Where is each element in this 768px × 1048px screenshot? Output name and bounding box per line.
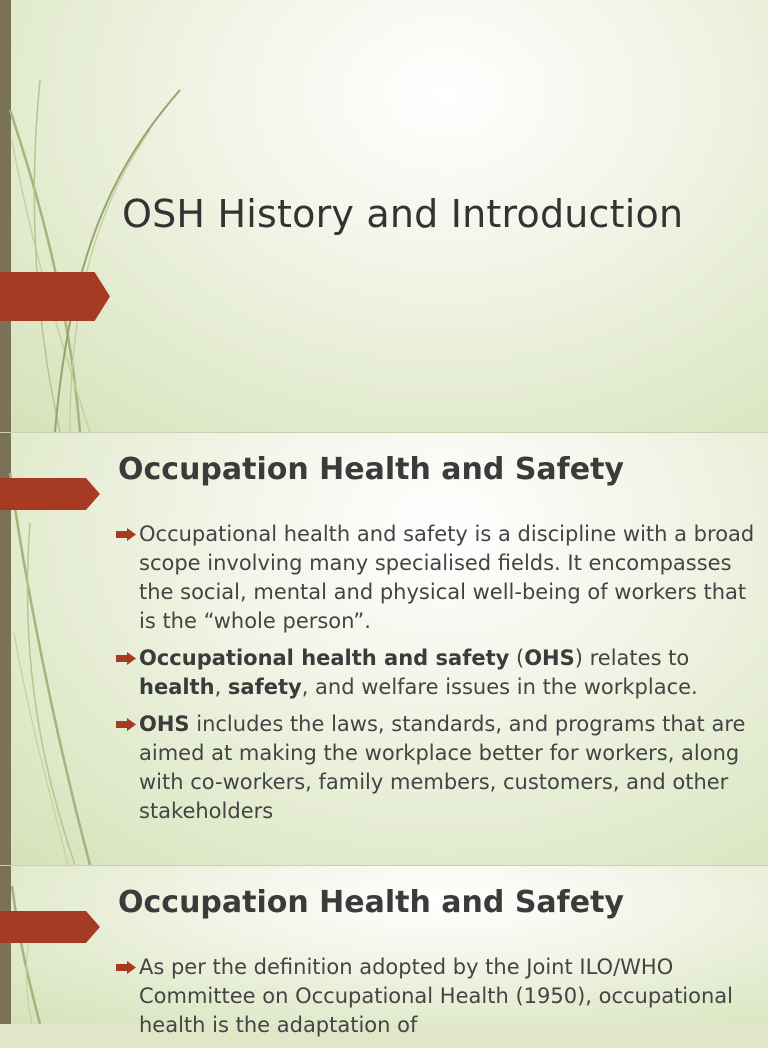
arrow-bullet-icon bbox=[116, 961, 136, 974]
bold-term: Occupational health and safety bbox=[139, 646, 510, 670]
bullet-list bbox=[116, 953, 756, 1048]
bullet-text: ( bbox=[509, 646, 525, 670]
slide-heading: Occupation Health and Safety bbox=[118, 885, 624, 920]
arrow-bullet-icon bbox=[116, 652, 136, 665]
bullet-text: , bbox=[214, 675, 228, 699]
slide-heading: Occupation Health and Safety bbox=[118, 452, 624, 487]
bold-term: OHS bbox=[524, 646, 575, 670]
bullet-text: As per the definition adopted by the Joint ILO/WHO Committee on Occupational Health (1950), occupational health is the adaptation of bbox=[139, 955, 733, 1037]
bold-term: safety bbox=[227, 675, 302, 699]
arrow-bullet-icon bbox=[116, 718, 136, 731]
list-item bbox=[116, 644, 756, 702]
side-bar bbox=[0, 866, 11, 1024]
arrow-bullet-icon bbox=[116, 528, 136, 541]
tab-marker-icon bbox=[0, 272, 110, 321]
swoosh-decoration-icon bbox=[0, 866, 80, 1024]
bold-term: health bbox=[139, 675, 215, 699]
list-item bbox=[116, 520, 756, 636]
list-item bbox=[116, 710, 756, 826]
content-slide bbox=[0, 433, 768, 865]
tab-marker-icon bbox=[0, 478, 100, 510]
list-item bbox=[116, 953, 756, 1040]
bullet-text: ) relates to bbox=[574, 646, 690, 670]
bullet-text: , and welfare issues in the workplace. bbox=[301, 675, 698, 699]
bullet-text: Occupational health and safety is a discipline with a broad scope involving many specialised fields. It encompasses the social, mental and physical well-being of workers that is the “whole person”. bbox=[139, 522, 755, 633]
content-slide bbox=[0, 866, 768, 1037]
bullet-list bbox=[116, 520, 756, 834]
bold-term: OHS bbox=[139, 712, 190, 736]
tab-marker-icon bbox=[0, 911, 100, 943]
side-bar bbox=[0, 0, 11, 432]
slide-title: OSH History and Introduction bbox=[122, 192, 684, 236]
bullet-text: includes the laws, standards, and programs that are aimed at making the workplace better for workers, along with co-workers, family members, customers, and other stakeholders bbox=[139, 712, 746, 823]
title-slide bbox=[0, 0, 768, 432]
